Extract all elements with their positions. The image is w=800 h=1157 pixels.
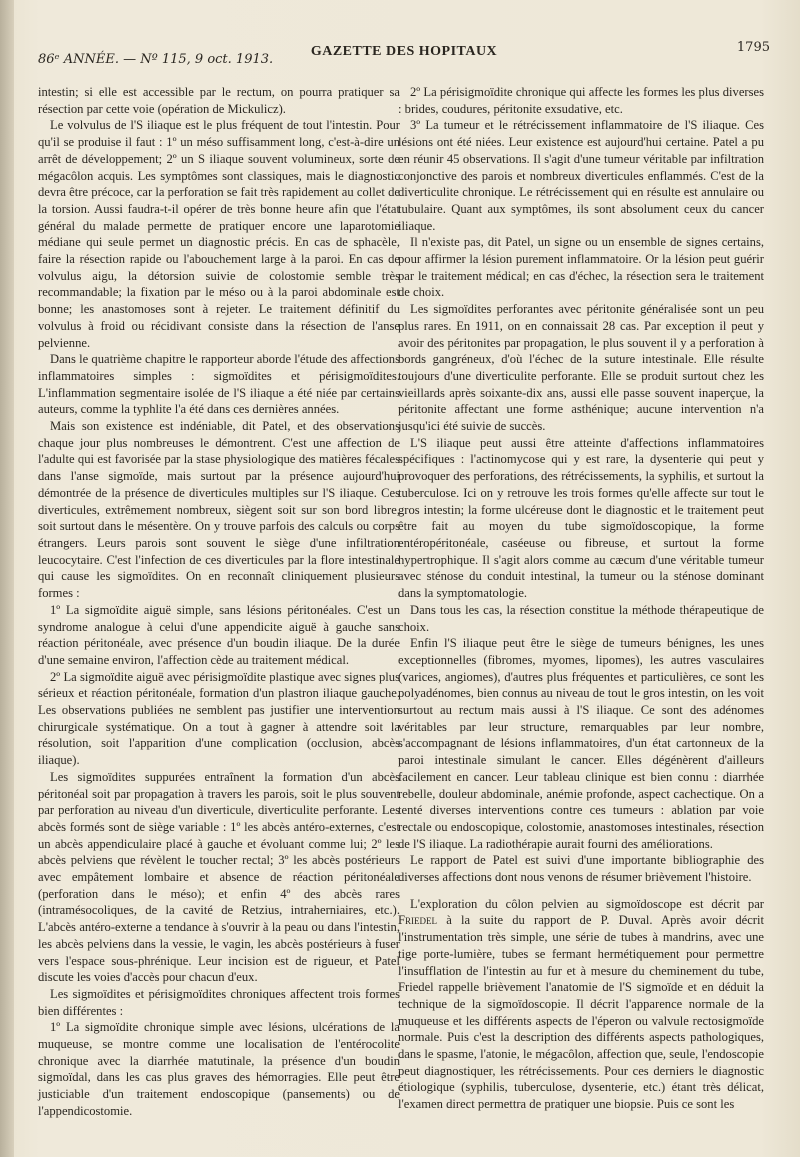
left-column [38,84,400,1120]
paragraph-rest: à la suite du rapport de P. Duval. Après avoir décrit l'instrumentation très simple, une série de tubes à mandrins, avec une tige porte-lumière, tubes se fermant hermétiquement pour permettre l'insufflation de l'intestin au fur et à mesure du cheminement du tube, Friedel rappelle brièvement l'anatomie de l'S sigmoïde et en déduit la technique de la sigmoïdoscopie. Il décrit l'apparence normale de la muqueuse et les différents aspects de l'éperon ou valvule rectosigmoïde normale. Puis c'est la description des différents aspects pathologiques, dans le spasme, l'atonie, le mégacôlon, affection que, seule, l'endoscopie peut diagnostiquer, les rétrécissements. Pour ces derniers le diagnostic étiologique (syphilis, tuberculose, dysenterie, etc.) étant très délicat, l'examen direct permettra de pratiquer une biopsie. Puis ce sont les [398,913,764,1112]
paragraph-lead: L'exploration du côlon pelvien au sigmoïdoscope est décrit par [410,896,764,911]
paragraph: Il n'existe pas, dit Patel, un signe ou un ensemble de signes certains, pour affirmer la lésion purement inflammatoire. Or la lésion peut guérir par le traitement médical; en cas d'échec, la résection sera le traitement de choix. [398,235,764,300]
issue-line: 86ᵉ ANNÉE. — Nº 115, 9 oct. 1913. [38,52,274,67]
paragraph: 1º La sigmoïdite chronique simple avec lésions, ulcérations de la muqueuse, se montre comme une localisation de l'entérocolite chronique avec la diarrhée matutinale, la présence d'un boudin sigmoïdal, dans les cas plus graves des hémorragies. Elle peut être justiciable d'un traitement endoscopique (pansements) ou de l'appendicostomie. [38,1020,400,1118]
paragraph: 2º La périsigmoïdite chronique qui affecte les formes les plus diverses : brides, coudures, péritonite exsudative, etc. [398,85,764,116]
paragraph: intestin; si elle est accessible par le rectum, on pourra pratiquer sa résection par cette voie (opération de Mickulicz). [38,85,400,116]
section-gap [398,886,764,896]
paragraph: Les sigmoïdites suppurées entraînent la formation d'un abcès péritonéal soit par propagation à travers les parois, soit le plus souvent par perforation au niveau d'un diverticule, diverticulite perforante. Les abcès formés sont de siège variable : 1º les abcès antéro-externes, c'est un abcès appendiculaire placé à gauche et évoluant comme lui; 2º les abcès pelviens que révèlent le toucher rectal; 3º les abcès postérieurs avec empâtement lombaire et absence de réaction péritonéale (perforation dans le méso); et enfin 4º des abcès rares (intramésocoliques, de la cavité de Retzius, intraherniaires, etc.). L'abcès antéro-externe a tendance à s'ouvrir à la peau ou dans l'intestin, les abcès pelviens dans la vessie, le vagin, les abcès postérieurs à fuser vers l'espace sous-phrénique. Leur incision est de rigueur, et Patel discute les voies d'accès pour chacun d'eux. [38,769,400,985]
paragraph-sigmoidoscope [398,896,764,1113]
page-binding-edge [0,0,14,1157]
paragraph: 2º La sigmoïdite aiguë avec périsigmoïdite plastique avec signes plus sérieux et réaction péritonéale, formation d'un plastron iliaque gauche. Les observations publiées ne semblent pas justifier une intervention chirurgicale systématique. On a tout à gagner à attendre soit la résolution, soit l'apparition d'une complication (occlusion, abcès iliaque). [38,669,400,768]
paragraph: Le rapport de Patel est suivi d'une importante bibliographie des diverses affections dont nous venons de résumer brièvement l'histoire. [398,853,764,885]
paragraph: Les sigmoïdites et périsigmoïdites chroniques affectent trois formes bien différentes : [38,986,400,1018]
journal-title: GAZETTE DES HOPITAUX [310,44,498,59]
paragraph: 3º La tumeur et le rétrécissement inflammatoire de l'S iliaque. Ces lésions ont été niées. Leur existence est aujourd'hui certaine. Patel a pu en réunir 45 observations. Il s'agit d'une tumeur véritable par infiltration conjonctive des parois et nombreux diverticules enflammés. C'est de la diverticulite chronique. Le rétrécissement qui en résulte est annulaire ou tubulaire. Quant aux symptômes, ils sont absolument ceux du cancer iliaque. [398,118,764,233]
paragraph: 1º La sigmoïdite aiguë simple, sans lésions péritonéales. C'est un syndrome analogue à celui d'une appendicite aiguë à gauche sans réaction péritonéale, avec présence d'un boudin iliaque. De la durée d'une semaine environ, l'affection cède au traitement médical. [38,602,400,667]
paragraph: Dans le quatrième chapitre le rapporteur aborde l'étude des affections inflammatoires simples : sigmoïdites et périsigmoïdites. L'inflammation segmentaire isolée de l'S iliaque a été niée par certains auteurs, comme la typhlite l'a été dans ces dernières années. [38,352,400,417]
paragraph: Enfin l'S iliaque peut être le siège de tumeurs bénignes, les unes exceptionnelles (fibromes, myomes, lipomes), les autres vasculaires (varices, angiomes), d'autres plus fréquentes et particulières, ce sont les polyadénomes, bien connus au niveau de tout le gros intestin, on les voit surtout au rectum mais aussi à l'S iliaque. Ce sont des adénomes véritables par leur structure, remarquables par leur nombre, s'accompagnant de lésions inflammatoires, d'un état cartonneux de la paroi intestinale simulant le cancer. Elles dégénèrent d'ailleurs facilement en cancer. Leur tableau clinique est bien connu : diarrhée rebelle, douleur abdominale, anémie profonde, aspect cachectique. On a tenté diverses interventions contre ces tumeurs : ablation par voie rectale ou endoscopique, colostomie, anastomoses intestinales, résection de l'S iliaque. La radiothérapie aurait fourni des améliorations. [398,636,764,851]
page-header [38,40,770,68]
right-column [398,84,764,1113]
paragraph: L'S iliaque peut aussi être atteinte d'affections inflammatoires spécifiques : l'actinomycose qui y est rare, la dysenterie qui peut y provoquer des perforations, des rétrécissements, la syphilis, et surtout la tuberculose. Ici on y retrouve les trois formes qu'elle affecte sur tout le gros intestin; la forme ulcéreuse dont le diagnostic et le traitement peut être fait au moyen du tube sigmoïdoscopique, la forme entéropéritonéale, caséeuse ou fibreuse, et surtout la forme hypertrophique. Il s'agit alors comme au cæcum d'une véritable tumeur avec sténose du conduit intestinal, la tumeur ou la sténose dominant dans la symptomatologie. [398,435,764,601]
page-number: 1795 [736,40,770,55]
author-name: Friedel [398,913,437,928]
paragraph: Mais son existence est indéniable, dit Patel, et des observations chaque jour plus nombreuses le démontrent. C'est une affection de l'adulte qui est favorisée par la stase physiologique des matières fécales dans l'anse sigmoïde, mais surtout par la présence aujourd'hui démontrée de la présence de diverticules multiples sur l'S iliaque. Ces diverticules, extrêmement nombreux, siègent soit sur son bord libre, soit surtout dans le mésentère. On y trouve parfois des calculs ou corps étrangers. Leurs parois sont souvent le siège d'une infiltration leucocytaire. C'est l'infection de ces diverticules par la flore intestinale qui cause les sigmoïdites. On en reconnaît cliniquement plusieurs formes : [38,419,400,601]
paragraph: Les sigmoïdites perforantes avec péritonite généralisée sont un peu plus rares. En 1911, on en connaissait 28 cas. Par exception il peut y avoir des péritonites par propagation, le plus souvent il y a perforation à bords gangréneux, d'où l'échec de la suture intestinale. Elle résulte toujours d'une diverticulite perforante. Elle se produit surtout chez les vieillards après soixante-dix ans, aussi elle passe souvent inaperçue, la péritonite affectant une forme asthénique; aucune intervention n'a jusqu'ici été suivie de succès. [398,302,764,434]
paragraph: Le volvulus de l'S iliaque est le plus fréquent de tout l'intestin. Pour qu'il se produise il faut : 1º un méso suffisamment long, c'est-à-dire un arrêt de développement; 2º un S iliaque souvent volumineux, sorte de mégacôlon acquis. Les symptômes sont classiques, mais le diagnostic devra être précoce, car la perforation se fait très rapidement au collet de la torsion. Aussi faudra-t-il opérer de très bonne heure afin que l'état général du malade permette de pratiquer encore une laparotomie médiane qui seule permet un diagnostic précis. En cas de sphacèle, faire la résection rapide ou l'abouchement large à la paroi. En cas de volvulus aigu, la détorsion suivie de colostomie semble très recommandable; la fixation par le méso ou à la paroi abdominale est bonne; les anastomoses sont à rejeter. Le traitement définitif du volvulus à froid ou récidivant consiste dans la résection de l'anse pelvienne. [38,118,400,350]
paragraph: Dans tous les cas, la résection constitue la méthode thérapeutique de choix. [398,602,764,634]
